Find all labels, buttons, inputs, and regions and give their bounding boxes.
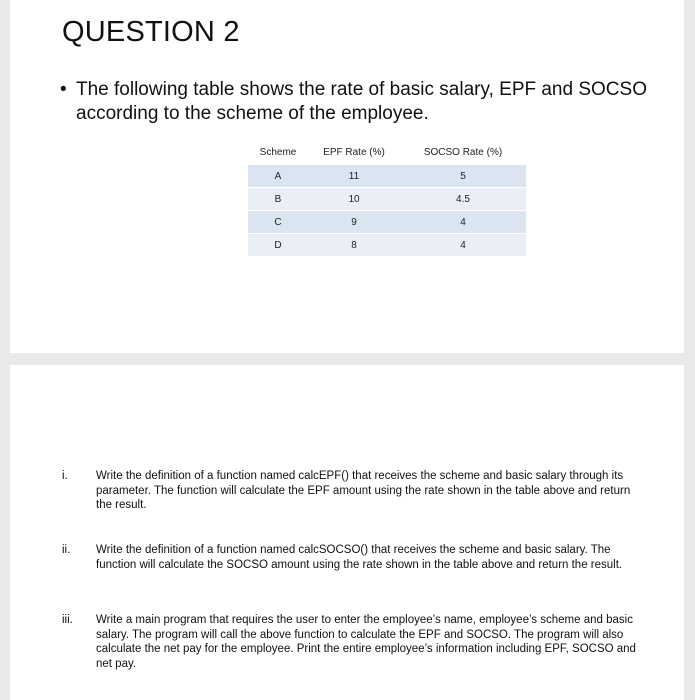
task-number: ii. bbox=[62, 544, 71, 556]
task-number: i. bbox=[62, 470, 68, 482]
task-text: Write a main program that requires the user to enter the employee’s name, employee’s scheme and basic salary. The program will call the above function to calculate the EPF and SOCSO. The program will also calculate the net pay for the employee. Print the entire employee’s information including EPF, SOCSO and net pay. bbox=[96, 614, 636, 670]
intro-text: The following table shows the rate of basic salary, EPF and SOCSO according to the scheme of the employee. bbox=[76, 79, 647, 124]
cell-scheme: D bbox=[248, 234, 308, 257]
tasks-slide bbox=[10, 365, 684, 700]
cell-scheme: A bbox=[248, 165, 308, 188]
task-item bbox=[62, 543, 642, 572]
header-scheme: Scheme bbox=[248, 140, 308, 165]
cell-socso-rate: 5 bbox=[400, 165, 526, 188]
task-item bbox=[62, 613, 642, 671]
task-number: iii. bbox=[62, 614, 73, 626]
cell-epf-rate: 9 bbox=[308, 211, 400, 234]
table-row bbox=[248, 234, 526, 257]
cell-epf-rate: 10 bbox=[308, 188, 400, 211]
cell-socso-rate: 4 bbox=[400, 211, 526, 234]
cell-scheme: B bbox=[248, 188, 308, 211]
cell-epf-rate: 11 bbox=[308, 165, 400, 188]
cell-socso-rate: 4 bbox=[400, 234, 526, 257]
task-text: Write the definition of a function named calcSOCSO() that receives the scheme and basic salary. The function will calculate the SOCSO amount using the rate shown in the table above and return the result. bbox=[96, 544, 623, 571]
task-item bbox=[62, 469, 642, 513]
table-row bbox=[248, 211, 526, 234]
cell-epf-rate: 8 bbox=[308, 234, 400, 257]
cell-socso-rate: 4.5 bbox=[400, 188, 526, 211]
question-title: QUESTION 2 bbox=[62, 16, 240, 48]
table-row bbox=[248, 165, 526, 188]
task-text: Write the definition of a function named calcEPF() that receives the scheme and basic salary through its parameter. The function will calculate the EPF amount using the rate shown in the table above and return the result. bbox=[96, 470, 631, 511]
bullet-icon: • bbox=[60, 79, 67, 100]
cell-scheme: C bbox=[248, 211, 308, 234]
header-socso-rate: SOCSO Rate (%) bbox=[400, 140, 526, 165]
intro-bullet bbox=[60, 78, 650, 126]
table-header-row bbox=[248, 140, 526, 165]
rates-table bbox=[248, 140, 526, 257]
question-slide bbox=[10, 0, 684, 353]
table-row bbox=[248, 188, 526, 211]
header-epf-rate: EPF Rate (%) bbox=[308, 140, 400, 165]
